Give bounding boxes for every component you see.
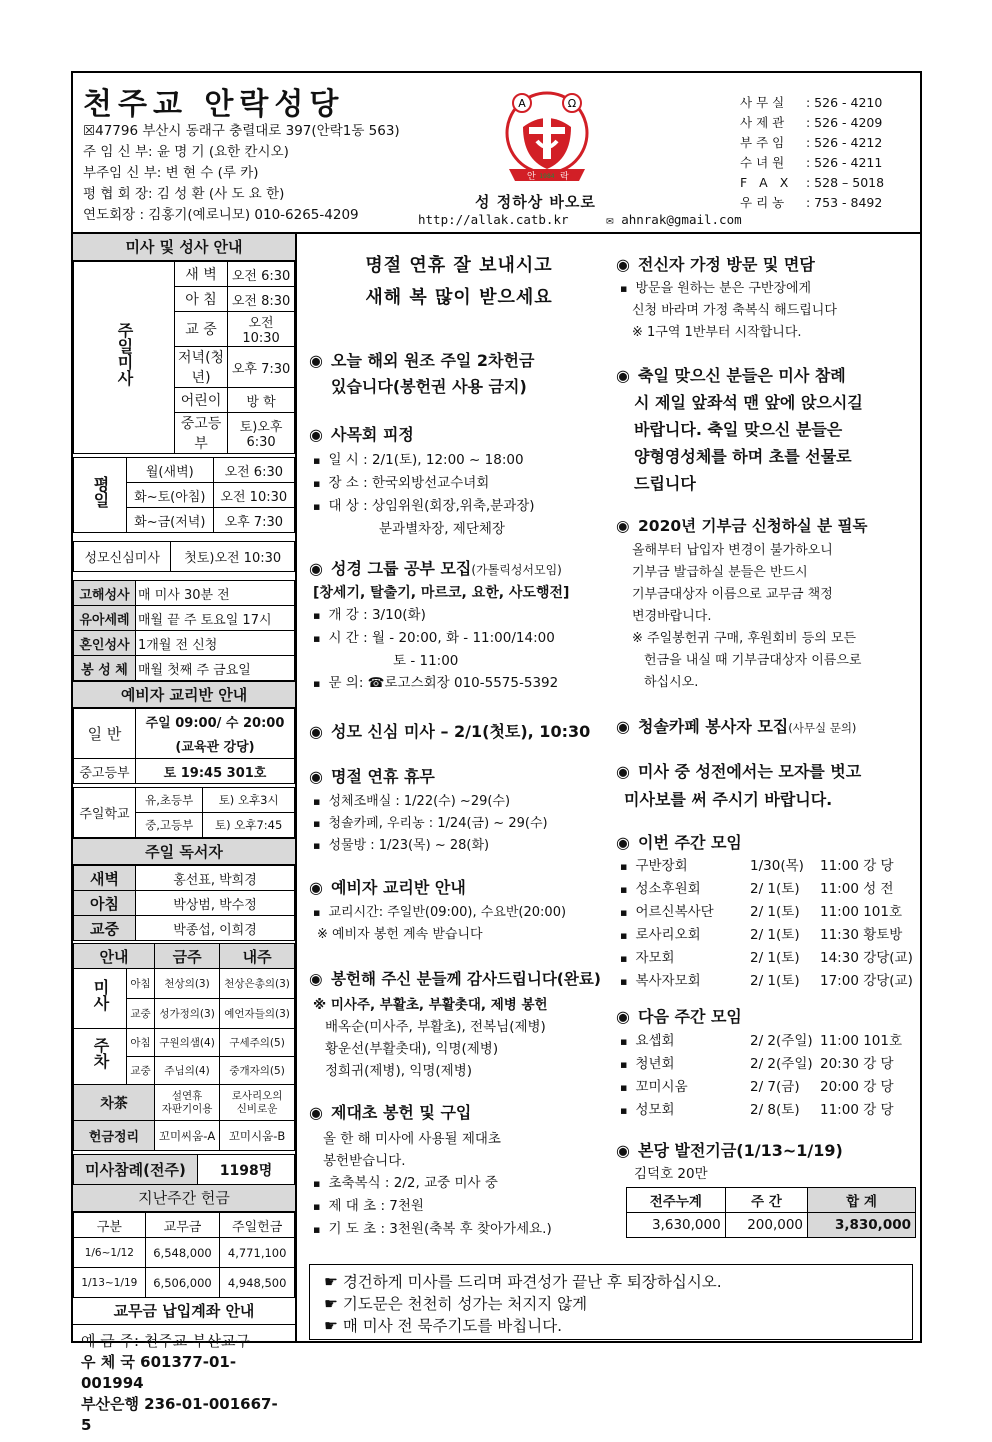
class-time: 주일 09:00/ 수 20:00: [136, 709, 295, 734]
duty-head: 금주: [155, 944, 220, 969]
mass-time: 오전 6:30: [213, 458, 294, 483]
mass-name: 중고등부: [175, 413, 228, 454]
sunday-school-label: 주일학교: [74, 788, 136, 838]
notice-bible-study: ◉ 성경 그룹 공부 모집(가톨릭성서모임): [309, 559, 562, 578]
holiday-items: ▪ 성체조배실 : 1/22(수) ~29(수) ▪ 청솔카페, 우리농 : 1/24(금) ~ 29(수) ▪ 성물방 : 1/23(목) ~ 28(화): [313, 791, 548, 857]
development-fund-table: [626, 1187, 916, 1238]
bullet-icon: ◉: [309, 425, 323, 444]
bullet-icon: ◉: [616, 366, 630, 385]
mass-name: 저녁(청년): [175, 347, 228, 388]
duty-this-week: 성가정의(3): [155, 999, 220, 1029]
header-line: 평 협 회 장: 김 성 환 (사 도 요 한): [83, 186, 285, 202]
mass-time: 방 학: [228, 388, 295, 413]
mass-time: 토)오후 6:30: [228, 413, 295, 454]
bullet-icon: ◉: [309, 351, 323, 370]
mass-time: 오전 8:30: [228, 287, 295, 312]
bullet-icon: ◉: [309, 559, 323, 578]
notice-marian-mass: ◉ 성모 신심 미사 – 2/1(첫토), 10:30: [309, 722, 591, 741]
notice-altar-candles: ◉ 제대초 봉헌 및 구입: [309, 1103, 472, 1122]
duty-this-week: 주님의(4): [155, 1057, 220, 1085]
mass-time: 오전 6:30: [228, 262, 295, 287]
offering-col: 구분: [74, 1213, 146, 1238]
catechumen-heading: 예비자 교리반 안내: [73, 681, 295, 708]
header-info: [83, 121, 400, 226]
mass-name: 화~금(저녁): [127, 508, 214, 533]
duty-head: 내주: [220, 944, 295, 969]
phone-row: 사제관 : 526 - 4209: [740, 115, 883, 130]
notice-catechumen: ◉ 예비자 교리반 안내: [309, 878, 466, 897]
thanks-lines: ※ 미사주, 부활초, 부활촛대, 제병 봉헌 배옥순(미사주, 부활초), 전복님(제병) 황운선(부활촛대), 익명(제병) 정희귀(제병), 익명(제병): [313, 997, 548, 1079]
logo-rak: 락: [560, 172, 569, 182]
notice-thanks: ◉ 봉헌해 주신 분들께 감사드립니다(완료): [309, 970, 601, 988]
sacrament-name: 봉 성 체: [74, 656, 136, 681]
sacrament-table: [73, 580, 295, 681]
patron-saint: 성 정하상 바오로: [475, 193, 596, 211]
mass-time: 오후 7:30: [228, 347, 295, 388]
class-place: (교육관 강당): [136, 734, 295, 759]
readers-table: [73, 865, 295, 941]
offering-heading: 지난주간 헌금: [73, 1185, 295, 1212]
duty-parking-label: 주차: [74, 1029, 127, 1085]
address: ☒47796 부산시 동래구 충렬대로 397(안락1동 563): [83, 123, 400, 139]
school-time: 토) 오후7:45: [203, 813, 295, 838]
mass-name: 어린이: [175, 388, 228, 413]
donation-lines: 올해부터 납입자 변경이 불가하오니 기부금 발급하실 분들은 반드시 기부금대상자 이름으로 교무금 책정 변경바랍니다. ※ 주일봉헌귀 구매, 후원회비 등의 모든 헌금을 내실 때 기부금대상자 이름으로 하십시오.: [632, 543, 862, 690]
duty-this-week: 꼬미씨움-A: [155, 1121, 220, 1151]
bullet-icon: ◉: [616, 833, 630, 852]
offering-col: 교무금: [145, 1213, 220, 1238]
duty-next-week: 중개자의(5): [220, 1057, 295, 1085]
notice-home-visit: ◉ 전신자 가정 방문 및 면담: [616, 255, 815, 274]
duty-tea-label: 차茶: [74, 1085, 155, 1121]
duty-slot: 교중: [127, 1057, 155, 1085]
altar-candle-lines: 올 한 해 미사에 사용될 제대초 봉헌받습니다. ▪ 초축복식 : 2/2, 교중 미사 중 ▪ 제 대 초 : 7천원 ▪ 기 도 초 : 3천원(축복 후 찾아가세요.): [313, 1128, 552, 1241]
sunday-label: 주일미사: [74, 262, 175, 454]
notice-retreat: ◉ 사목회 피정: [309, 425, 414, 444]
school-time: 토) 오후3시: [203, 788, 295, 813]
offering-sunday: 4,948,500: [220, 1268, 295, 1298]
bullet-icon: ◉: [616, 1141, 630, 1160]
fund-cumulative: 3,630,000: [627, 1213, 726, 1238]
phone-list: [740, 93, 884, 213]
reader-mass: 교중: [74, 916, 136, 941]
duty-next-week: 예언자들의(3): [220, 999, 295, 1029]
logo-year: 1984: [539, 173, 555, 180]
fund-col: 합 계: [808, 1188, 916, 1213]
this-week-meetings: [620, 855, 913, 993]
reminder-line: ☛ 경건하게 미사를 드리며 파견성가 끝난 후 퇴장하십시오.: [324, 1271, 898, 1293]
logo-omega: Ω: [567, 97, 577, 110]
next-week-meetings: [620, 1030, 902, 1122]
fund-col: 전주누계: [627, 1188, 726, 1213]
header: [73, 73, 920, 232]
retreat-items: ▪ 일 시 : 2/1(토), 12:00 ~ 18:00 ▪ 장 소 : 한국외방선교수녀회 ▪ 대 상 : 상임위원(회장,위축,분과장) 분과별차장, 제단체장: [313, 449, 535, 540]
offering-table: [73, 1212, 295, 1298]
church-logo-icon: [499, 81, 595, 191]
development-fund-donor: 김덕호 20만: [634, 1166, 708, 1182]
left-column: [73, 234, 297, 1434]
bullet-icon: ◉: [309, 767, 323, 786]
school-grade: 유,초등부: [136, 788, 203, 813]
reader-mass: 새벽: [74, 866, 136, 891]
weekday-mass-table: [73, 457, 295, 533]
meeting-row: ▪ 어르신복사단 2/ 1(토) 11:00 101호: [620, 901, 913, 924]
class-time: 토 19:45 301호: [136, 759, 295, 784]
duty-this-week: 설연휴 자판기이용: [155, 1085, 220, 1121]
logo-an: 안: [527, 172, 536, 182]
phone-row: 부주임 : 526 - 4212: [740, 135, 883, 150]
phone-row: 수녀원 : 526 - 4211: [740, 155, 883, 170]
mass-time: 오전 10:30: [228, 312, 295, 347]
email-link[interactable]: ✉ ahnrak@gmail.com: [606, 212, 742, 227]
class-name: 중고등부: [74, 759, 136, 784]
reminder-line: ☛ 기도문은 천천히 성가는 처지지 않게: [324, 1293, 898, 1315]
meeting-row: ▪ 자모회 2/ 1(토) 14:30 강당(교): [620, 947, 913, 970]
duty-head: 안내: [74, 944, 155, 969]
homepage-link[interactable]: http://allak.catb.kr: [418, 212, 569, 227]
header-line: 부주임 신 부: 변 현 수 (루 카): [83, 165, 259, 181]
home-visit-lines: ▪ 방문을 원하는 분은 구반장에게 신청 바라며 가정 축복식 해드립니다 ※ 1구역 1반부터 시작합니다.: [620, 278, 837, 344]
bank-line: 예 금 주: 천주교 부산교구: [81, 1332, 251, 1350]
meeting-row: ▪ 성모회 2/ 8(토) 11:00 강 당: [620, 1099, 902, 1122]
meeting-row: ▪ 성소후원회 2/ 1(토) 11:00 성 전: [620, 878, 913, 901]
duty-next-week: 꼬미시움-B: [220, 1121, 295, 1151]
mass-time: 오후 7:30: [213, 508, 294, 533]
bullet-icon: ◉: [309, 722, 323, 741]
bullet-icon: ◉: [616, 717, 630, 736]
bank-line: 부산은행 236-01-001667-5: [81, 1395, 278, 1434]
development-fund-heading: ◉ 본당 발전기금(1/13~1/19): [616, 1141, 843, 1160]
meeting-row: ▪ 복사자모회 2/ 1(토) 17:00 강당(교): [620, 970, 913, 993]
reader-names: 홍선표, 박희경: [136, 866, 295, 891]
duty-this-week: 구원의샘(4): [155, 1029, 220, 1057]
church-title: 천주교 안락성당: [83, 87, 345, 122]
bank-accounts: [73, 1325, 295, 1442]
offering-tithe: 6,506,000: [145, 1268, 220, 1298]
mass-name: 아 침: [175, 287, 228, 312]
catechumen-items: ▪ 교리시간: 주일반(09:00), 수요반(20:00) ※ 예비자 봉헌 계속 받습니다: [313, 902, 566, 946]
meeting-row: ▪ 꼬미시움 2/ 7(금) 20:00 강 당: [620, 1076, 902, 1099]
bullet-icon: ◉: [616, 517, 630, 535]
new-year-greeting: 명절 연휴 잘 보내시고 새해 복 많이 받으세요: [365, 255, 553, 308]
duty-slot: 아침: [127, 1029, 155, 1057]
logo-alpha: A: [518, 97, 526, 110]
meeting-row: ▪ 요셉회 2/ 2(주일) 11:00 101호: [620, 1030, 902, 1053]
mass-name: 교 중: [175, 312, 228, 347]
bullet-icon: ◉: [616, 255, 630, 274]
header-line: 연도회장 : 김홍기(예로니모) 010-6265-4209: [83, 207, 359, 223]
mass-time: 첫토)오전 10:30: [171, 542, 295, 572]
school-grade: 중,고등부: [136, 813, 203, 838]
reader-names: 박상범, 박수정: [136, 891, 295, 916]
header-line: 주 임 신 부: 윤 명 기 (요한 칸시오): [83, 144, 289, 160]
sacrament-desc: 매월 첫째 주 금요일: [136, 656, 295, 681]
mass-name: 새 벽: [175, 262, 228, 287]
notice-cafe-volunteers: ◉ 청솔카페 봉사자 모집(사무실 문의): [616, 717, 857, 736]
sacrament-name: 혼인성사: [74, 631, 136, 656]
notice-donation-receipt: ◉ 2020년 기부금 신청하실 분 필독: [616, 517, 868, 535]
weekday-label: 평일: [74, 458, 127, 533]
duty-next-week: 구세주의(5): [220, 1029, 295, 1057]
this-week-meetings-heading: ◉ 이번 주간 모임: [616, 833, 742, 852]
next-week-meetings-heading: ◉ 다음 주간 모임: [616, 1007, 742, 1026]
catechumen-table: [73, 708, 295, 784]
notice-feast-day: ◉ 축일 맞으신 분들은 미사 참례 시 제일 앞좌석 맨 앞에 앉으시길 바랍니다. 축일 맞으신 분들은 양형영성체를 하며 초를 선물로 드립니다: [616, 362, 863, 497]
offering-period: 1/13~1/19: [74, 1268, 146, 1298]
readers-heading: 주일 독서자: [73, 838, 295, 865]
notice-overseas-aid: ◉ 오늘 해외 원조 주일 2차헌금 있습니다(봉헌권 사용 금지): [309, 348, 534, 400]
notice-hats: ◉ 미사 중 성전에서는 모자를 벗고 미사보를 써 주시기 바랍니다.: [616, 758, 861, 814]
duty-next-week: 천상은총의(3): [220, 969, 295, 999]
mass-name: 성모신심미사: [74, 542, 171, 572]
bullet-icon: ◉: [309, 1103, 323, 1122]
reminder-line: ☛ 매 미사 전 묵주기도를 바칩니다.: [324, 1315, 898, 1337]
duty-mass-label: 미사: [74, 969, 127, 1029]
bible-study-books: [창세기, 탈출기, 마르코, 요한, 사도행전]: [313, 585, 570, 601]
bullet-icon: ◉: [616, 762, 630, 781]
sacrament-desc: 매월 끝 주 토요일 17시: [136, 606, 295, 631]
bullet-icon: ◉: [616, 1007, 630, 1026]
phone-row: F A X : 528 – 5018: [740, 175, 885, 190]
duty-next-week: 로사리오의 신비로운: [220, 1085, 295, 1121]
reader-names: 박종섭, 이희경: [136, 916, 295, 941]
attendance-label: 미사참례(전주): [74, 1155, 198, 1185]
meeting-row: ▪ 로사리오회 2/ 1(토) 11:30 황토방: [620, 924, 913, 947]
offering-tithe: 6,548,000: [145, 1238, 220, 1268]
mass-name: 화~토(아침): [127, 483, 214, 508]
notice-holiday-closure: ◉ 명절 연휴 휴무: [309, 767, 435, 786]
bulletin-page: [71, 71, 922, 1434]
duty-slot: 아침: [127, 969, 155, 999]
fund-weekly: 200,000: [725, 1213, 807, 1238]
mass-name: 월(새벽): [127, 458, 214, 483]
attendance-table: [73, 1154, 295, 1185]
bible-study-items: ▪ 개 강 : 3/10(화) ▪ 시 간 : 월 - 20:00, 화 - 11:00/14:00 토 - 11:00 ▪ 문 의: ☎로고스회장 010-5575-5392: [313, 604, 558, 695]
meeting-row: ▪ 청년회 2/ 2(주일) 20:30 강 당: [620, 1053, 902, 1076]
class-name: 일 반: [74, 709, 136, 759]
meeting-row: ▪ 구반장회 1/30(목) 11:00 강 당: [620, 855, 913, 878]
duty-slot: 교중: [127, 999, 155, 1029]
fund-col: 주 간: [725, 1188, 807, 1213]
duty-table: [73, 943, 295, 1151]
phone-row: 사무실 : 526 - 4210: [740, 95, 883, 110]
sunday-mass-table: [73, 261, 295, 454]
bank-line: 우 체 국 601377-01-001994: [81, 1353, 237, 1392]
sacrament-desc: 매 미사 30분 전: [136, 581, 295, 606]
marian-mass-table: [73, 541, 295, 572]
reader-mass: 아침: [74, 891, 136, 916]
attendance-value: 1198명: [198, 1155, 295, 1185]
phone-row: 우리농 : 753 - 8492: [740, 195, 883, 210]
footer-reminders: [309, 1264, 913, 1340]
mass-time: 오전 10:30: [213, 483, 294, 508]
middle-column: [309, 234, 609, 1237]
sunday-school-table: [73, 787, 295, 838]
duty-cash-label: 헌금정리: [74, 1121, 155, 1151]
sacrament-desc: 1개월 전 신청: [136, 631, 295, 656]
offering-sunday: 4,771,100: [220, 1238, 295, 1268]
bullet-icon: ◉: [309, 970, 323, 988]
bullet-icon: ◉: [309, 878, 323, 897]
sacrament-name: 고해성사: [74, 581, 136, 606]
fund-total: 3,830,000: [808, 1213, 916, 1238]
mass-schedule-heading: 미사 및 성사 안내: [73, 234, 295, 261]
offering-period: 1/6~1/12: [74, 1238, 146, 1268]
offering-col: 주일헌금: [220, 1213, 295, 1238]
contact-line: [418, 212, 742, 227]
sacrament-name: 유아세례: [74, 606, 136, 631]
bank-heading: 교무금 납입계좌 안내: [73, 1298, 295, 1325]
duty-this-week: 천상의(3): [155, 969, 220, 999]
